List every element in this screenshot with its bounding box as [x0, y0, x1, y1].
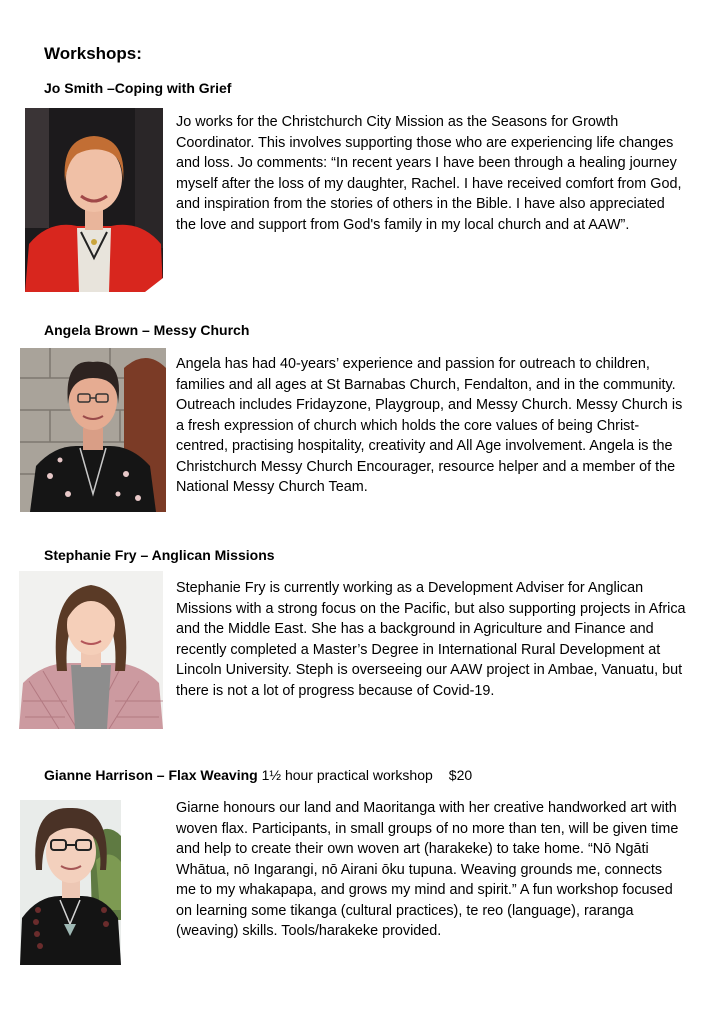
workshop-title-text: Jo Smith –Coping with Grief [44, 80, 232, 96]
workshop-title-angela-brown [44, 322, 249, 338]
bio-text: Angela has had 40-years’ experience and passion for outreach to children, families and all ages at St Barnabas Church, Fendalton, and in the community. Outreach includes Fridayzone, Playgroup, and Messy Church. Messy Church is a fresh expression of church which holds the core values of being Christ-centred, practising hospitality, creativity and All Age involvement. Angela is the Christchurch Messy Church Encourager, resource helper and a member of the National Messy Church Team. [176, 356, 683, 495]
portrait-jo-smith [25, 108, 163, 292]
workshop-bio-gianne-harrison [176, 798, 686, 942]
workshop-title-stephanie-fry [44, 547, 275, 563]
workshop-bio-jo-smith [176, 112, 686, 235]
workshop-duration: 1½ hour practical workshop [257, 767, 433, 783]
workshop-price: $20 [448, 767, 473, 783]
portrait-stephanie-fry [19, 571, 163, 729]
bio-text: Jo works for the Christchurch City Mission as the Seasons for Growth Coordinator. This involves supporting those who are experiencing life changes and loss. Jo comments: “In recent years I have been through a healing journey myself after the loss of my daughter, Rachel. I have received comfort from God, and inspiration from the stories of others in the Bible. I have also appreciated the love and support from God's family in my local church and at AAW”. [176, 114, 682, 233]
workshop-title-jo-smith [44, 80, 231, 96]
workshop-title-text: Stephanie Fry – Anglican Missions [44, 547, 275, 563]
workshop-bio-angela-brown [176, 354, 686, 498]
workshop-bio-stephanie-fry [176, 578, 686, 701]
bio-text: Giarne honours our land and Maoritanga with her creative handworked art with woven flax. Participants, in small groups of no more than ten, will be given time and help to create their own woven art (harakeke) to take home. “Nō Ngāti Whātua, nō Ingarangi, nō Airani ōku tupuna. Weaving grounds me, connects me to my whakapapa, and grows my mind and spirit.” A fun workshop focused on learning some tikanga (cultural practices), te reo (language), raranga (weaving) skills. Tools/harakeke provided. [176, 800, 679, 939]
portrait-gianne-harrison [20, 800, 121, 965]
bio-text: Stephanie Fry is currently working as a Development Adviser for Anglican Missions with a strong focus on the Pacific, but also supporting projects in Africa and the Middle East. She has a background in Agriculture and Finance and recently completed a Master’s Degree in International Rural Development at Lincoln University. Steph is overseeing our AAW project in Ambae, Vanuatu, but there is not a lot of progress because of Covid-19. [176, 580, 686, 699]
page-heading: Workshops: [44, 44, 142, 63]
workshop-title-text: Angela Brown – Messy Church [44, 322, 250, 338]
workshop-title-gianne-harrison [44, 767, 472, 783]
portrait-angela-brown [20, 348, 166, 512]
workshop-title-text: Gianne Harrison – Flax Weaving [44, 767, 258, 783]
